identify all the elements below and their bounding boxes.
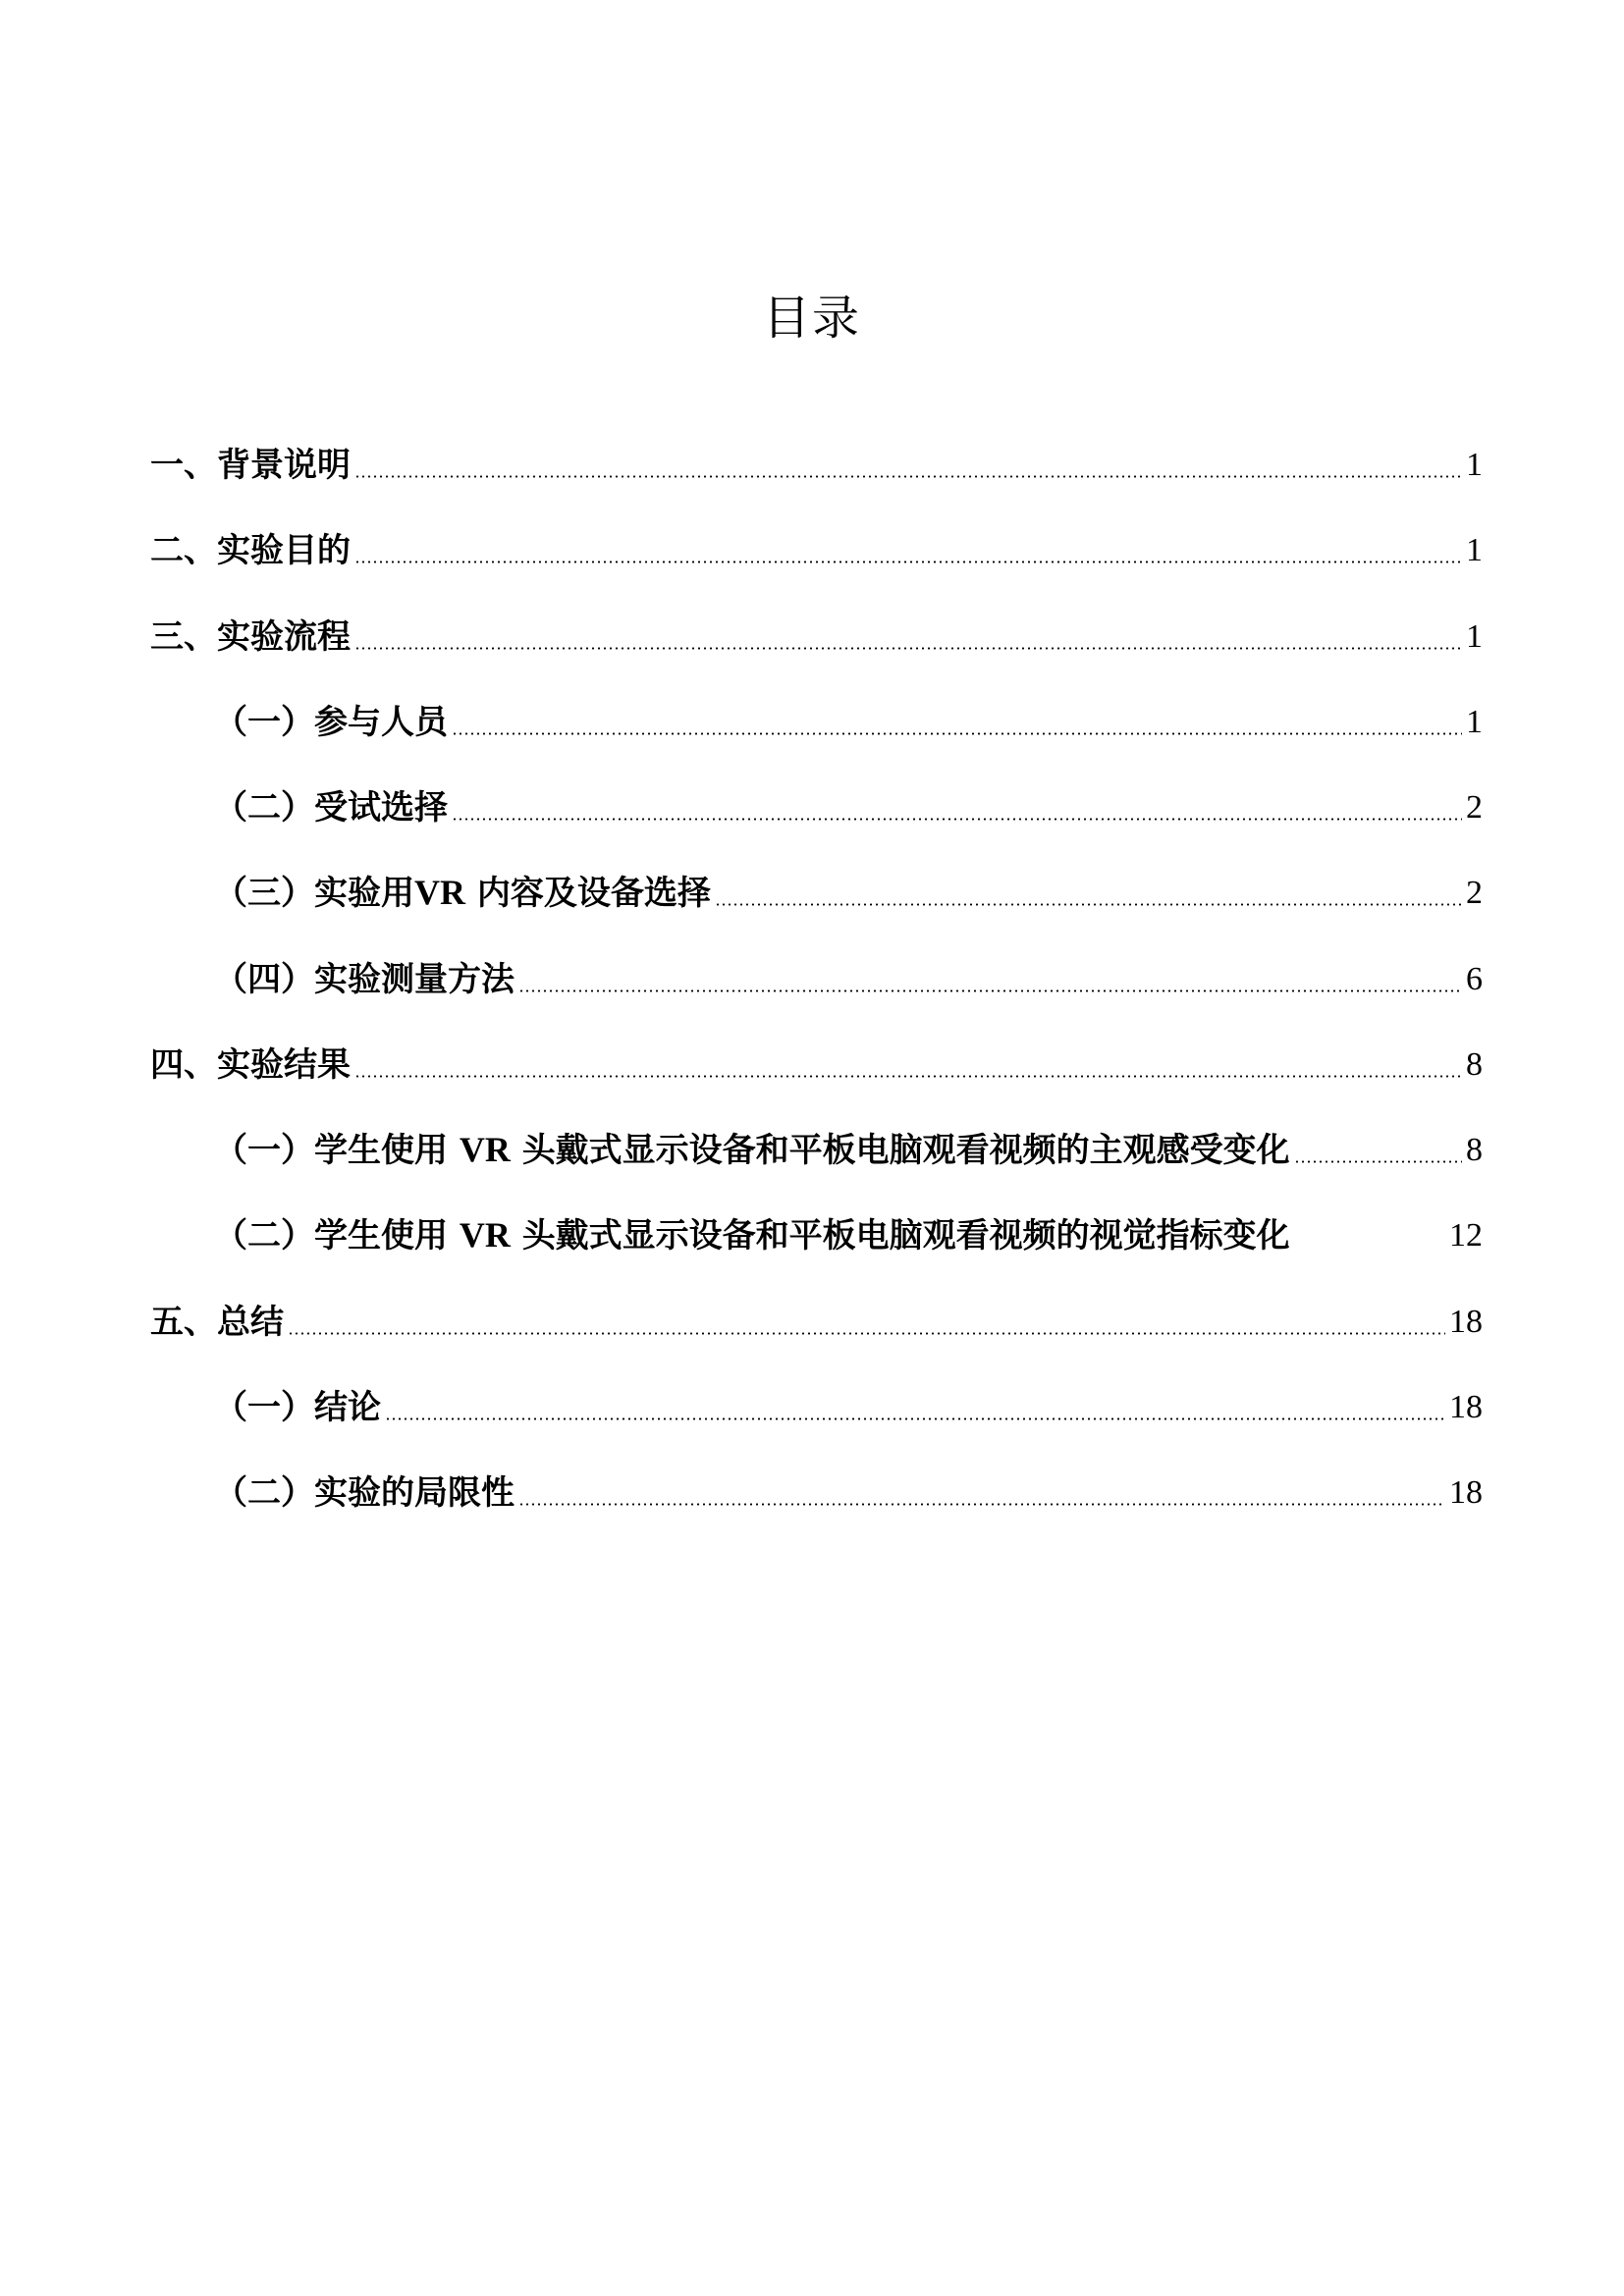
toc-entry-page: 8 [1466,1046,1483,1083]
toc-entry-background[interactable] [150,438,1483,487]
toc-entry-label: 五、总结 [150,1303,284,1342]
toc-leader-dots [354,647,1462,650]
toc-leader-dots [354,561,1462,563]
toc-entry-page: 6 [1466,961,1483,997]
toc-entry-page: 1 [1466,532,1483,568]
toc-entry-label: （一）参与人员 [214,703,448,742]
toc-entry-page: 1 [1466,618,1483,655]
label-part: 头戴式显示设备和平板电脑观看视频的主观感受变化 [521,1131,1290,1170]
label-part: （二）学生使用 [214,1216,448,1255]
label-part-latin: VR [459,1215,511,1255]
toc-leader-dots [1294,1160,1462,1163]
toc-entry-procedure[interactable] [150,610,1483,659]
toc-entry-results[interactable] [150,1038,1483,1087]
toc-entry-limitations[interactable] [214,1466,1483,1515]
toc-leader-dots [452,818,1462,821]
toc-entry-label: 三、实验流程 [150,617,351,657]
toc-entry-label: （四）实验测量方法 [214,960,514,999]
toc-entry-page: 2 [1466,875,1483,911]
toc-entry-label [214,871,711,915]
toc-leader-dots [1292,1246,1447,1249]
toc-entry-page: 8 [1466,1132,1483,1168]
label-part-latin: VR [459,1130,511,1169]
toc-entry-page: 2 [1466,789,1483,826]
toc-entry-page: 12 [1449,1217,1483,1254]
toc-entry-page: 1 [1466,704,1483,740]
toc-entry-vr-content-devices[interactable] [214,866,1483,915]
toc-entry-page: 18 [1449,1389,1483,1425]
toc-entry-purpose[interactable] [150,523,1483,572]
toc-leader-dots [518,1503,1445,1506]
toc-entry-page: 1 [1466,447,1483,483]
toc-entry-participants[interactable] [214,695,1483,744]
toc-entry-page: 18 [1449,1474,1483,1511]
toc-entry-label: 一、背景说明 [150,446,351,485]
toc-leader-dots [518,989,1462,992]
toc-leader-dots [452,732,1462,735]
toc-entry-measurement-methods[interactable] [214,952,1483,1001]
toc-leader-dots [354,475,1462,478]
toc-entry-label: 二、实验目的 [150,531,351,570]
label-part-latin: VR [414,873,465,912]
toc-entry-label: 四、实验结果 [150,1045,351,1085]
toc-entry-subject-selection[interactable] [214,780,1483,829]
toc-entry-label: （二）实验的局限性 [214,1473,514,1513]
toc-leader-dots [385,1417,1445,1420]
toc-leader-dots [715,903,1462,906]
toc-entry-subjective-changes[interactable] [214,1123,1483,1172]
label-part: （一）学生使用 [214,1131,448,1170]
toc-entry-page: 18 [1449,1304,1483,1340]
toc-entry-conclusion[interactable] [214,1380,1483,1429]
toc-entry-label: （二）受试选择 [214,788,448,828]
label-part: （三）实验用 [214,874,414,913]
toc-entry-visual-indicators[interactable] [214,1208,1483,1257]
toc-title: 目录 [762,291,861,347]
label-part: 头戴式显示设备和平板电脑观看视频的视觉指标变化 [521,1216,1290,1255]
toc-entry-label [214,1213,1290,1257]
label-part: 内容及设备选择 [476,874,711,913]
toc-entry-label [214,1128,1290,1172]
toc-entry-label: （一）结论 [214,1388,381,1427]
toc-leader-dots [288,1332,1445,1335]
toc-leader-dots [354,1075,1462,1078]
toc-entry-summary[interactable] [150,1295,1483,1344]
